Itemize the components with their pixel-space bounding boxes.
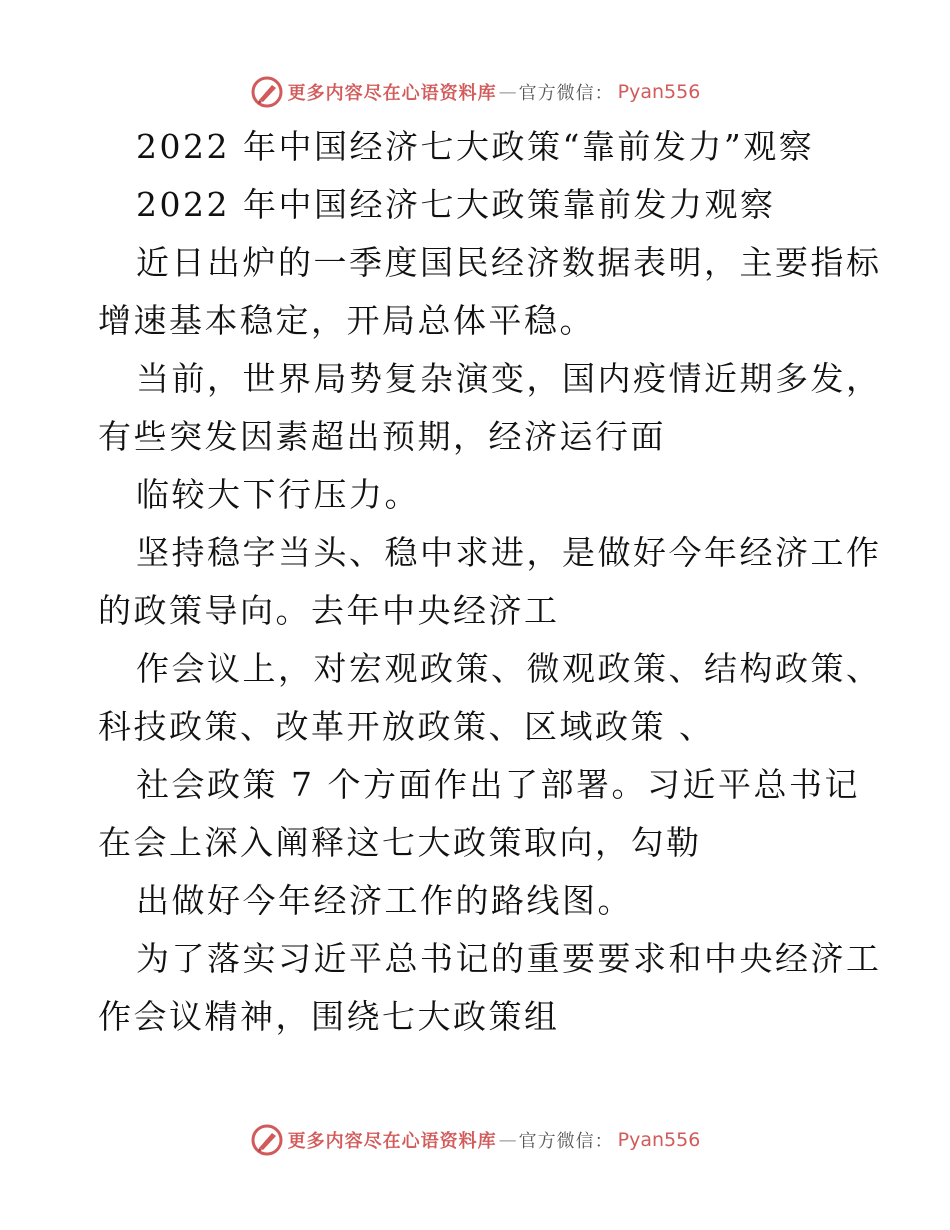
text-line: 增速基本稳定，开局总体平稳。 — [98, 301, 595, 340]
text-line: 为了落实习近平总书记的重要要求和中央经济工 — [136, 939, 882, 978]
text-line: 科技政策、改革开放政策、区域政策 、 — [98, 707, 715, 746]
wechat-id: Pyan556 — [617, 81, 701, 103]
document-body — [98, 118, 882, 1046]
wechat-label: 官方微信： — [518, 1131, 614, 1152]
banner-dash: — — [498, 1129, 517, 1151]
header-banner — [0, 72, 950, 112]
text-line: 作会议精神，围绕七大政策组 — [98, 997, 560, 1036]
pen-circle-icon — [250, 75, 284, 109]
text-line: 的政策导向。去年中央经济工 — [98, 591, 560, 630]
library-text: 更多内容尽在心语资料库 — [287, 1131, 497, 1152]
footer-banner — [0, 1120, 950, 1160]
text-line: 社会政策 7 个方面作出了部署。习近平总书记 — [136, 765, 860, 804]
pen-circle-icon — [250, 1123, 284, 1157]
text-line: 当前，世界局势复杂演变，国内疫情近期多发， — [136, 359, 882, 398]
library-text: 更多内容尽在心语资料库 — [287, 83, 497, 104]
text-line: 在会上深入阐释这七大政策取向，勾勒 — [98, 823, 702, 862]
text-line: 近日出炉的一季度国民经济数据表明，主要指标 — [136, 243, 882, 282]
banner-dash: — — [498, 81, 517, 103]
wechat-id: Pyan556 — [617, 1129, 701, 1151]
text-line: 坚持稳字当头、稳中求进，是做好今年经济工作 — [136, 533, 882, 572]
text-line: 2022 年中国经济七大政策靠前发力观察 — [136, 185, 776, 224]
text-line: 有些突发因素超出预期，经济运行面 — [98, 417, 666, 456]
text-line: 作会议上，对宏观政策、微观政策、结构政策、 — [136, 649, 882, 688]
text-line: 出做好今年经济工作的路线图。 — [136, 881, 633, 920]
wechat-label: 官方微信： — [518, 83, 614, 104]
text-line: 2022 年中国经济七大政策“靠前发力”观察 — [136, 127, 815, 166]
text-line: 临较大下行压力。 — [136, 475, 420, 514]
